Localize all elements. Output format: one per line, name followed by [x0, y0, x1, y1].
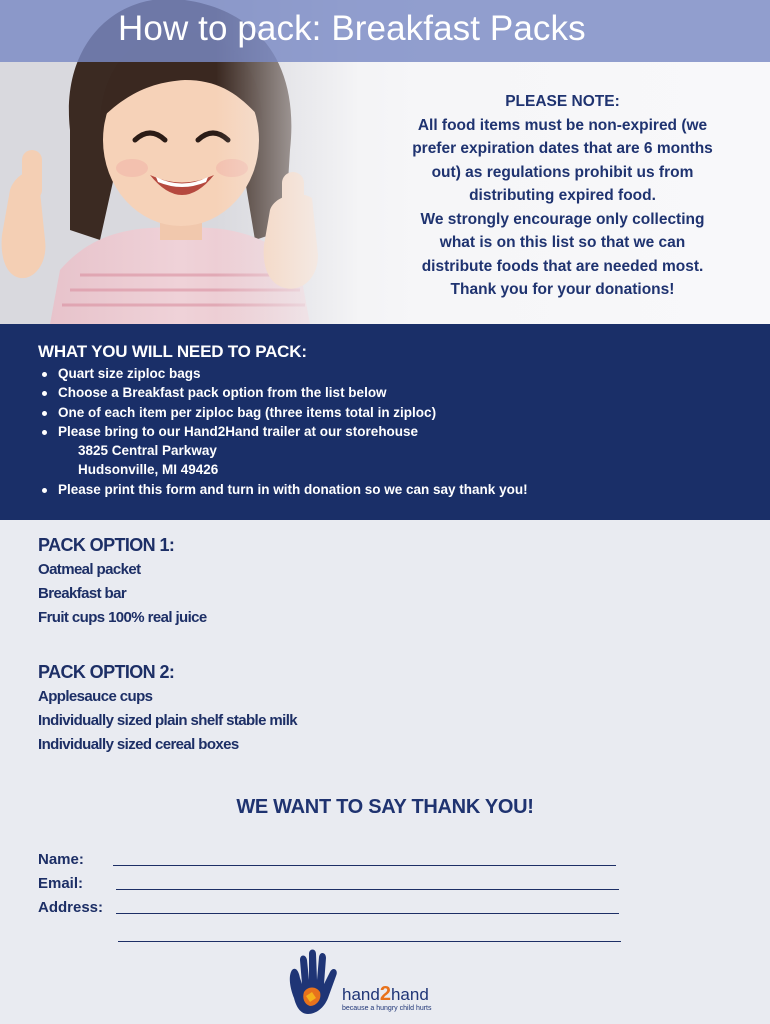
page-title: How to pack: Breakfast Packs [118, 9, 586, 48]
note-line: We strongly encourage only collecting [420, 210, 705, 228]
pack-option-item: Applesauce cups [38, 688, 153, 705]
pack-option-item: Fruit cups 100% real juice [38, 609, 207, 626]
note-line: prefer expiration dates that are 6 months [412, 140, 713, 157]
pack-option-heading: PACK OPTION 2: [38, 662, 175, 682]
address-line: 3825 Central Parkway [78, 443, 217, 459]
note-line: distribute foods that are needed most. [421, 257, 704, 275]
note-heading: PLEASE NOTE: [505, 93, 620, 110]
hand-icon [290, 950, 337, 1015]
need-heading: WHAT YOU WILL NEED TO PACK: [38, 342, 307, 361]
title-banner [0, 0, 770, 62]
hero-section [0, 0, 770, 324]
hand2hand-logo [286, 948, 476, 1018]
pack-option-1 [38, 532, 207, 630]
need-list [40, 364, 528, 499]
pack-option-item: Oatmeal packet [38, 561, 141, 578]
name-label: Name: [38, 851, 84, 868]
logo-tagline: because a hungry child hurts [342, 1005, 432, 1012]
email-field[interactable] [116, 889, 619, 890]
list-item: Please print this form and turn in with donation so we can say thank you! [40, 480, 528, 499]
note-line: what is on this list so that we can [439, 234, 686, 251]
list-item: Quart size ziploc bags [40, 364, 528, 383]
address-label: Address: [38, 899, 104, 916]
what-you-need-section [0, 324, 770, 520]
pack-option-item: Individually sized cereal boxes [38, 736, 239, 753]
note-line: Thank you for your donations! [450, 281, 675, 298]
pack-option-item: Breakfast bar [38, 585, 127, 602]
svg-text:hand2hand [342, 983, 429, 1005]
logo-word-hand: hand [342, 985, 380, 1004]
note-line: All food items must be non-expired (we [417, 116, 708, 134]
address-field-line-2[interactable] [118, 941, 621, 942]
note-line: out) as regulations prohibit us from [431, 163, 694, 181]
name-field[interactable] [113, 865, 616, 866]
note-line: distributing expired food. [469, 187, 656, 204]
pack-option-heading: PACK OPTION 1: [38, 535, 175, 555]
list-item: Choose a Breakfast pack option from the list below [40, 383, 528, 402]
email-label: Email: [38, 875, 84, 892]
pack-option-item: Individually sized plain shelf stable milk [38, 712, 298, 729]
logo-word-2: 2 [379, 983, 391, 1005]
please-note-block [390, 90, 735, 302]
logo-word-hand-2: hand [390, 985, 429, 1004]
list-item: Please bring to our Hand2Hand trailer at our storehouse [40, 422, 528, 441]
address-line: Hudsonville, MI 49426 [78, 462, 219, 478]
address-field[interactable] [116, 913, 619, 914]
thank-you-heading: WE WANT TO SAY THANK YOU! [236, 796, 534, 818]
pack-option-2 [38, 659, 297, 757]
list-item: One of each item per ziploc bag (three items total in ziploc) [40, 403, 528, 422]
